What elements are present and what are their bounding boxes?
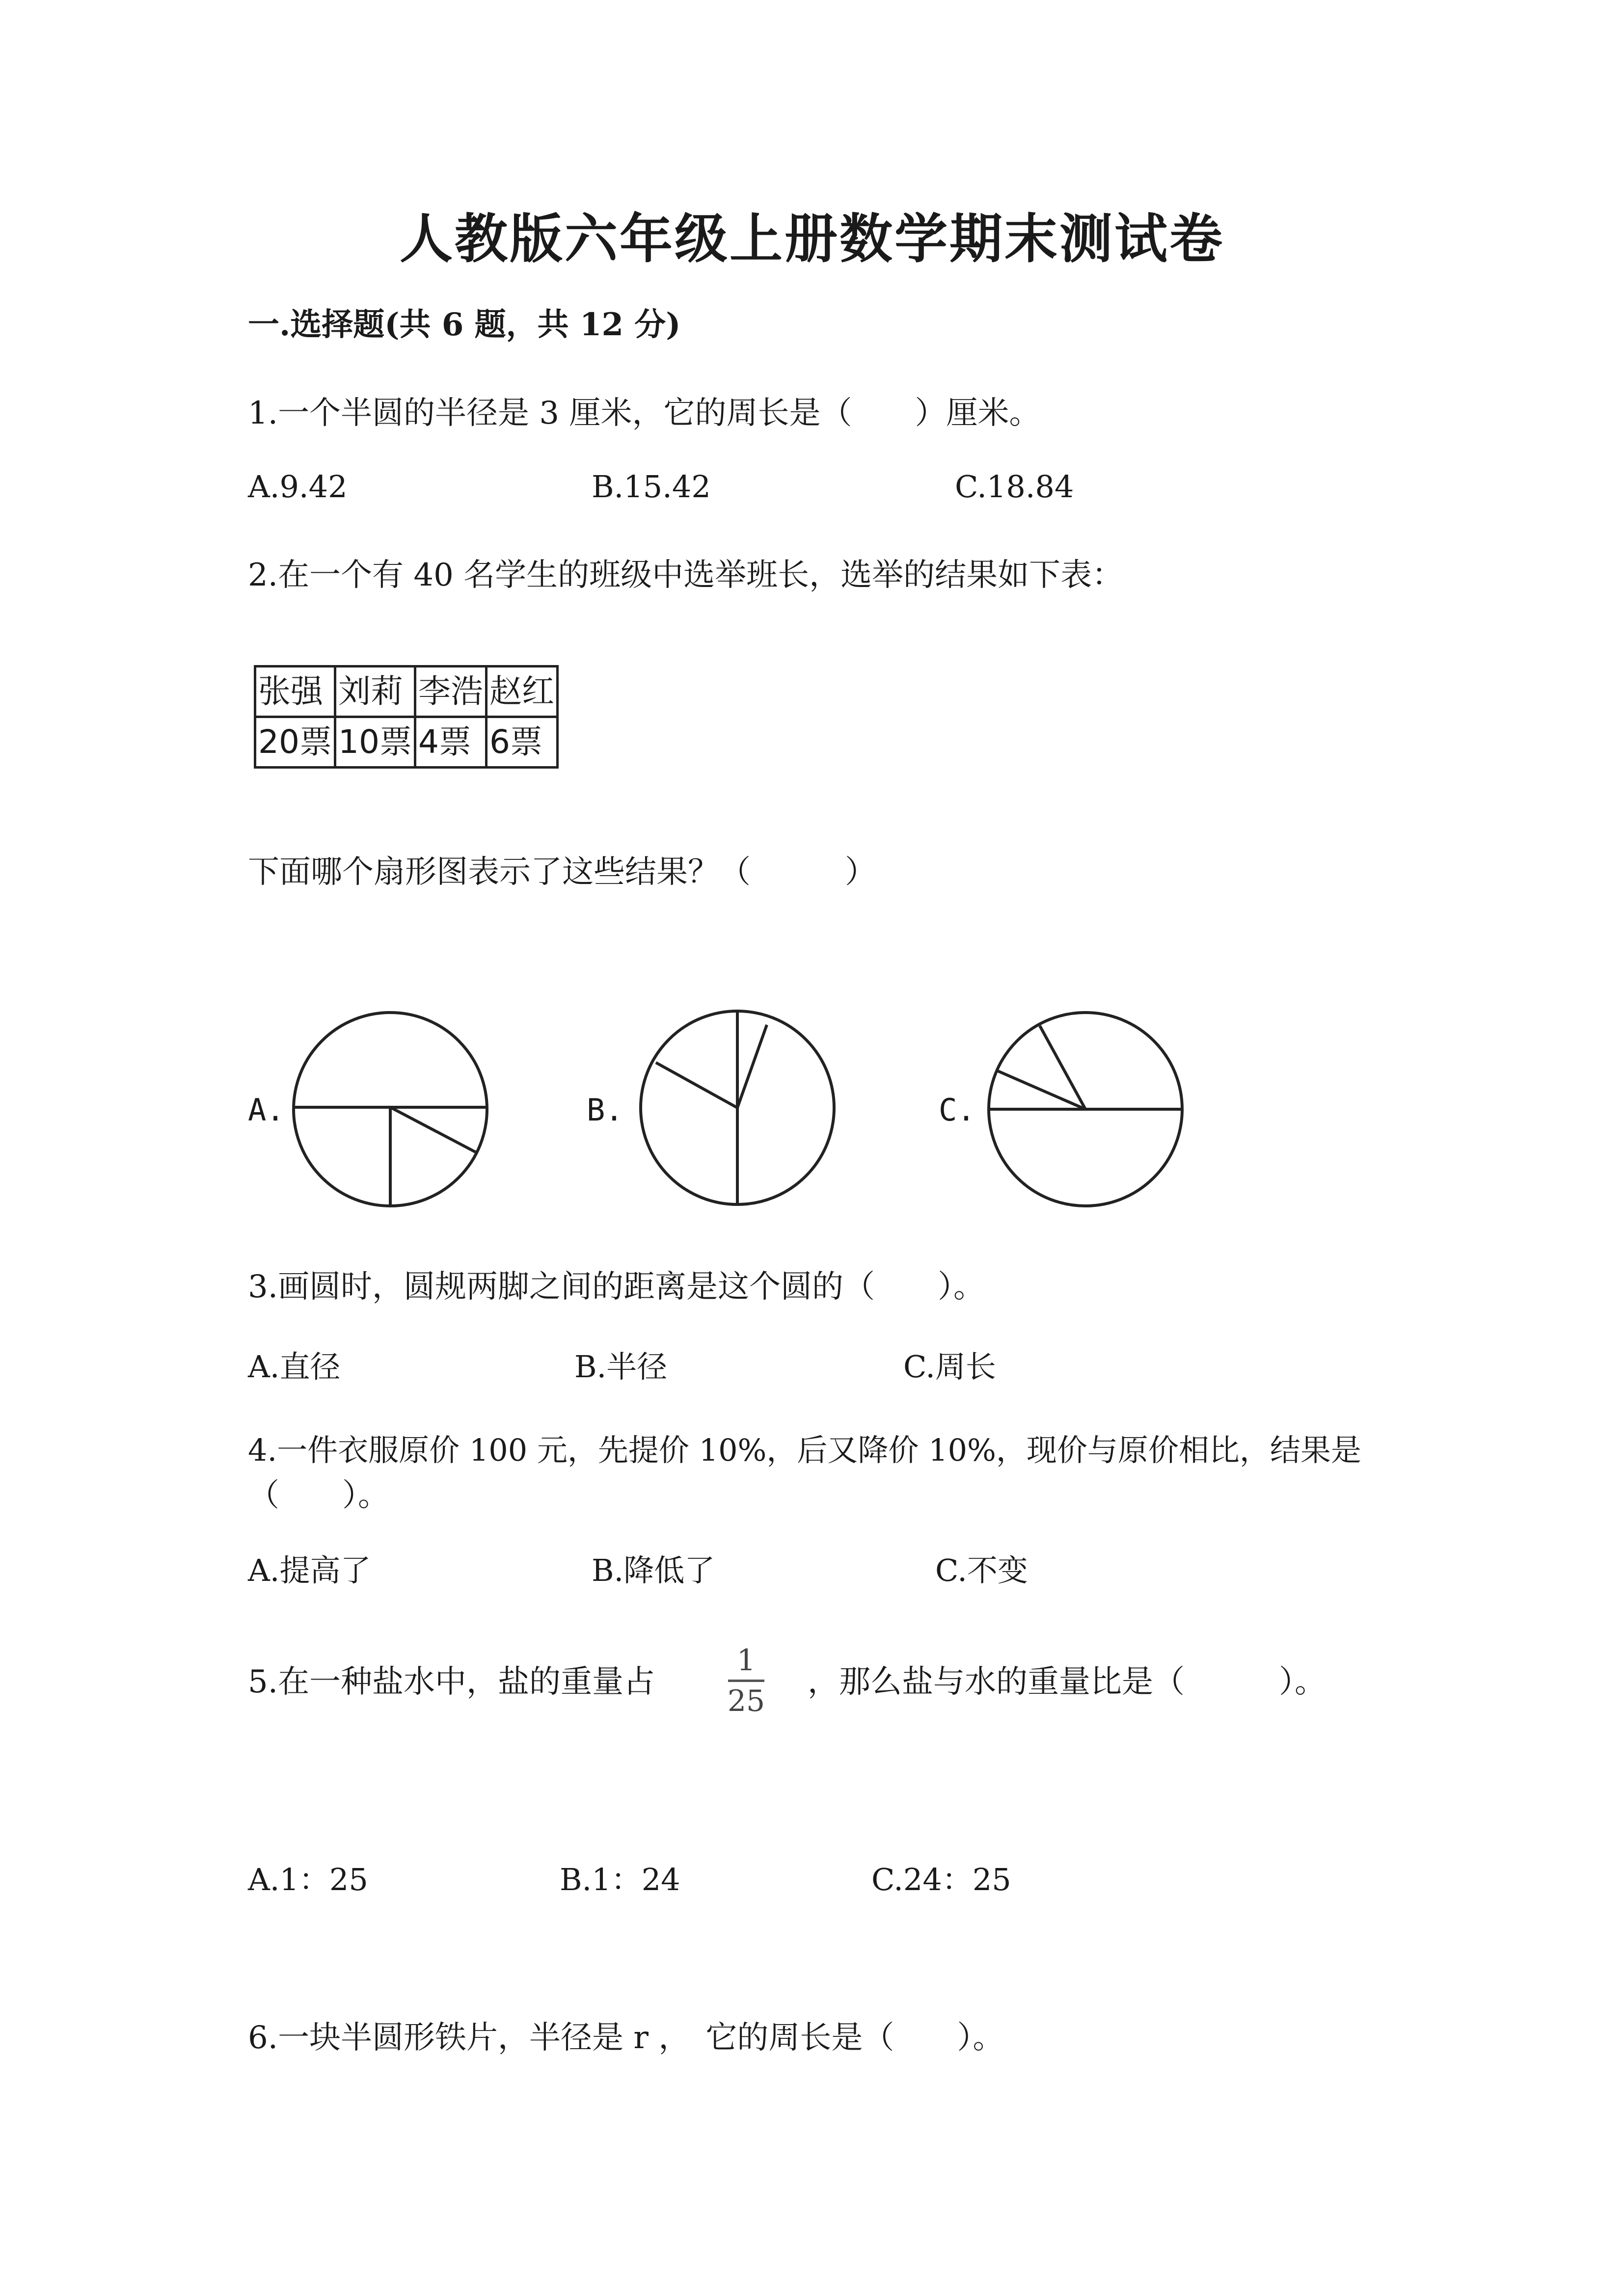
page-title: 人教版六年级上册数学期末测试卷 xyxy=(399,208,1224,270)
pie-option-a-label[interactable]: A. xyxy=(248,1092,285,1128)
vote-table-cell: 李浩 xyxy=(415,667,486,717)
question-1-option-c[interactable]: C.18.84 xyxy=(955,469,1074,505)
pie-option-c-label[interactable]: C. xyxy=(939,1092,975,1128)
question-3-option-b[interactable]: B.半径 xyxy=(574,1349,668,1385)
question-2-stem: 2.在一个有 40 名学生的班级中选举班长，选举的结果如下表： xyxy=(248,557,1124,593)
question-3-option-c[interactable]: C.周长 xyxy=(903,1349,996,1385)
vote-table-cell: 刘莉 xyxy=(335,667,415,717)
question-1-stem: 1.一个半圆的半径是 3 厘米，它的周长是（ ）厘米。 xyxy=(248,395,1041,431)
pie-option-b-label[interactable]: B. xyxy=(587,1092,623,1128)
fraction-numerator: 1 xyxy=(736,1643,756,1678)
vote-table-cell: 20票 xyxy=(255,717,335,768)
vote-table xyxy=(254,665,559,769)
pie-b-divider xyxy=(737,1025,767,1108)
fraction-one-over-twenty-five xyxy=(724,1644,768,1717)
question-3-stem: 3.画圆时，圆规两脚之间的距离是这个圆的（ ）。 xyxy=(248,1269,985,1305)
question-4-stem-line-2: （ ）。 xyxy=(248,1477,389,1514)
pie-b-divider xyxy=(656,1063,737,1108)
vote-table-cell: 6票 xyxy=(486,717,557,768)
question-4-stem-line-1: 4.一件衣服原价 100 元，先提价 10%，后又降价 10%，现价与原价相比，结果是 xyxy=(248,1432,1361,1468)
question-5-option-b[interactable]: B.1：24 xyxy=(560,1862,680,1897)
pie-c-divider xyxy=(1040,1026,1085,1109)
pie-chart-a[interactable] xyxy=(290,1011,496,1212)
vote-table-votes-row xyxy=(255,717,558,768)
vote-table-cell: 赵红 xyxy=(486,667,557,717)
question-5-stem-before: 5.在一种盐水中，盐的重量占 xyxy=(248,1664,655,1700)
vote-table-cell: 4票 xyxy=(415,717,486,768)
question-5-option-c[interactable]: C.24：25 xyxy=(871,1862,1011,1897)
question-4-option-b[interactable]: B.降低了 xyxy=(592,1552,715,1588)
question-1-option-b[interactable]: B.15.42 xyxy=(592,469,711,505)
question-5-option-a[interactable]: A.1：25 xyxy=(248,1862,368,1897)
fraction-denominator: 25 xyxy=(727,1684,765,1718)
section-heading: 一.选择题(共 6 题，共 12 分) xyxy=(248,306,681,343)
question-4-option-a[interactable]: A.提高了 xyxy=(248,1552,371,1588)
question-6-stem: 6.一块半圆形铁片，半径是 r ， 它的周长是（ ）。 xyxy=(248,2020,1004,2056)
vote-table-cell: 张强 xyxy=(255,667,335,717)
question-2-prompt: 下面哪个扇形图表示了这些结果？（ ） xyxy=(248,854,876,890)
pie-chart-c[interactable] xyxy=(984,1009,1191,1210)
pie-chart-b[interactable] xyxy=(638,1009,839,1210)
fraction-bar xyxy=(728,1680,764,1682)
pie-c-divider xyxy=(997,1070,1085,1109)
vote-table-cell: 10票 xyxy=(335,717,415,768)
vote-table-names-row xyxy=(255,667,558,717)
question-5-stem-after: ，那么盐与水的重量比是（ ）。 xyxy=(808,1664,1326,1700)
question-4-option-c[interactable]: C.不变 xyxy=(935,1552,1028,1588)
question-1-option-a[interactable]: A.9.42 xyxy=(248,469,348,505)
pie-a-divider xyxy=(390,1107,476,1152)
question-3-option-a[interactable]: A.直径 xyxy=(248,1349,341,1385)
